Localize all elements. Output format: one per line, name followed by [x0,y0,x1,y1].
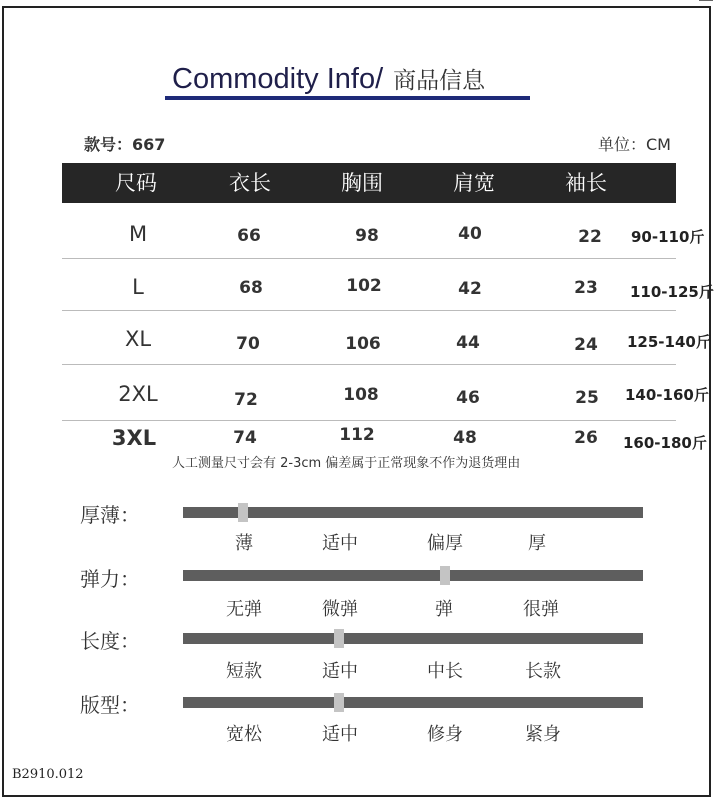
row-l-sleeve: 23 [574,278,598,298]
style-number: 款号：667 [84,135,166,154]
row-l-chest: 102 [346,276,382,296]
row-2xl-sleeve: 25 [575,388,599,408]
attr-fit-scale [183,697,643,708]
attr-elasticity-option: 无弹 [226,599,262,620]
row-divider [62,258,676,259]
row-2xl-size: 2XL [118,382,158,406]
row-xl-length: 70 [236,334,260,354]
row-m-length: 66 [237,226,261,246]
attr-length-option: 短款 [226,661,262,682]
row-2xl-shoulder: 46 [456,388,480,408]
attr-thickness-marker [238,503,248,522]
row-divider [62,420,676,421]
attr-thickness-option: 薄 [235,533,253,554]
row-l-length: 68 [239,278,263,298]
attr-thickness-scale [183,507,643,518]
row-xl-size: XL [124,327,152,351]
page-title [172,62,485,96]
row-l-weight: 110-125斤 [630,283,714,301]
row-3xl-size: 3XL [111,426,157,450]
row-m-weight: 90-110斤 [631,228,705,246]
header-sleeve: 袖长 [565,171,607,195]
row-m-size: M [128,222,148,246]
row-2xl-length: 72 [234,390,258,410]
row-xl-weight: 125-140斤 [627,333,711,351]
unit-label: 单位：CM [598,135,671,154]
attr-length-marker [334,629,344,648]
row-m-chest: 98 [355,226,379,246]
title-cn: 商品信息 [393,67,486,93]
title-en: Commodity Info/ [172,63,384,95]
attr-elasticity-option: 很弹 [523,599,559,620]
header-chest: 胸围 [341,171,383,195]
attr-length-option: 适中 [322,661,358,682]
row-xl-shoulder: 44 [456,333,480,353]
row-divider [62,310,676,311]
title-underline [165,96,530,100]
product-code: B2910.012 [12,767,84,782]
row-3xl-length: 74 [233,428,257,448]
attr-thickness-option: 厚 [528,533,546,554]
row-xl-sleeve: 24 [574,335,598,355]
attr-length-option: 长款 [525,661,561,682]
attr-fit-marker [334,693,344,712]
header-size: 尺码 [115,171,157,195]
row-l-shoulder: 42 [458,279,482,299]
row-3xl-shoulder: 48 [453,428,477,448]
attr-length-scale [183,633,643,644]
attr-elasticity-option: 微弹 [322,599,358,620]
attr-thickness-option: 适中 [322,533,358,554]
row-3xl-weight: 160-180斤 [623,434,707,452]
header-length: 衣长 [229,171,271,195]
attr-fit-option: 适中 [322,724,358,745]
attr-length-label: 长度： [80,629,140,653]
row-3xl-sleeve: 26 [574,428,598,448]
attr-elasticity-option: 弹 [435,599,453,620]
corner-mark [699,0,713,7]
measurement-note: 人工测量尺寸会有 2-3cm 偏差属于正常现象不作为退货理由 [172,456,521,471]
header-shoulder: 肩宽 [453,171,495,195]
attr-fit-label: 版型： [80,693,140,717]
row-m-shoulder: 40 [458,224,482,244]
row-3xl-chest: 112 [339,425,375,445]
attr-elasticity-label: 弹力： [80,567,140,591]
attr-fit-option: 修身 [427,724,463,745]
attr-thickness-option: 偏厚 [427,533,463,554]
row-divider [62,364,676,365]
row-2xl-chest: 108 [343,385,379,405]
attr-thickness-label: 厚薄： [80,503,140,527]
row-m-sleeve: 22 [578,227,602,247]
attr-fit-option: 宽松 [226,724,262,745]
attr-fit-option: 紧身 [525,724,561,745]
row-2xl-weight: 140-160斤 [625,386,709,404]
row-l-size: L [132,275,144,299]
attr-length-option: 中长 [427,661,463,682]
attr-elasticity-marker [440,566,450,585]
attr-elasticity-scale [183,570,643,581]
row-xl-chest: 106 [345,334,381,354]
